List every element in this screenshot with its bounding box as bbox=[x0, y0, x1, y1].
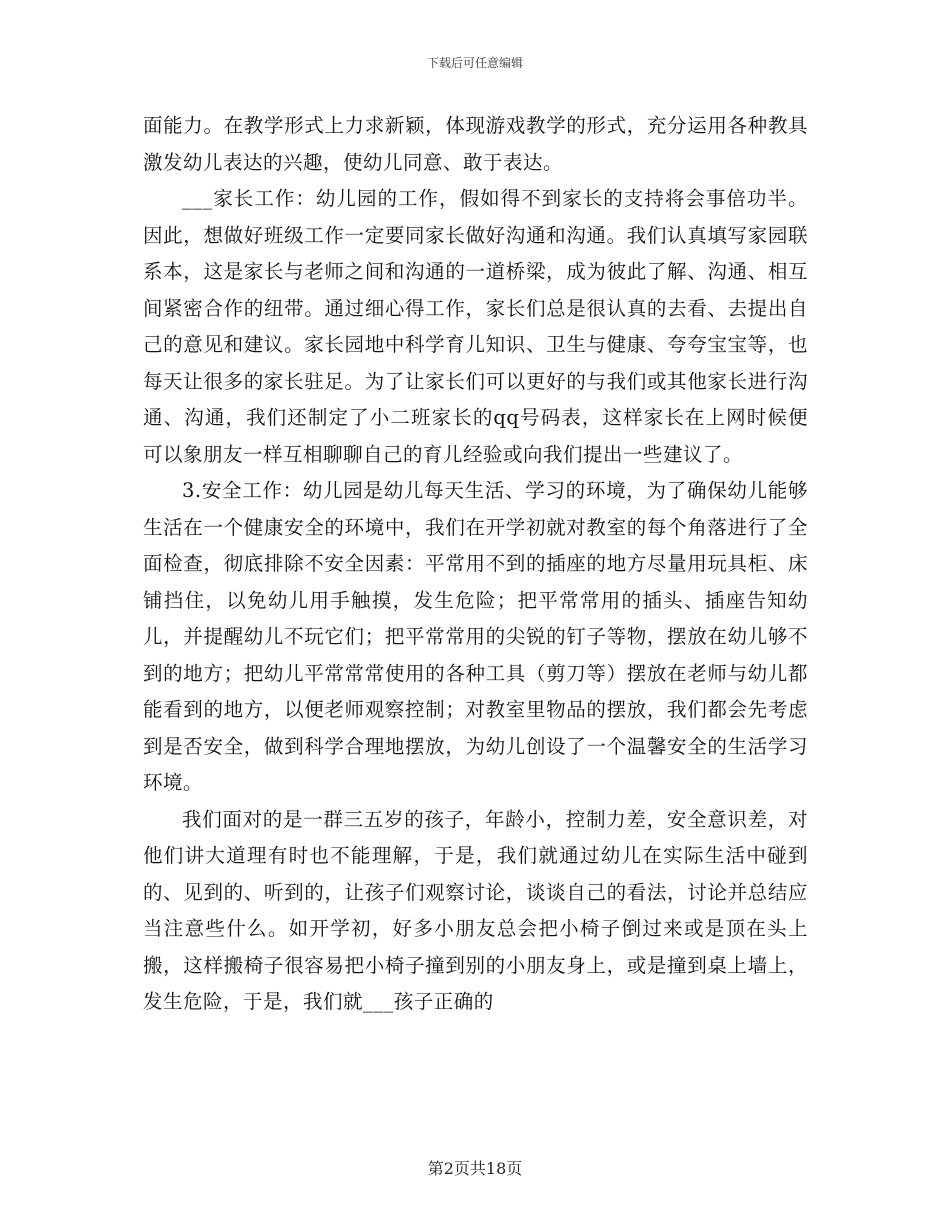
page-number: 第2页共18页 bbox=[427, 1159, 523, 1178]
document-body bbox=[143, 108, 808, 1021]
paragraph-continuation: 面能力。在教学形式上力求新颖，体现游戏教学的形式，充分运用各种教具激发幼儿表达的兴趣，使幼儿同意、敢于表达。 bbox=[143, 114, 808, 174]
paragraph-safety-education: 我们面对的是一群三五岁的孩子，年龄小，控制力差，安全意识差，对他们讲大道理有时也不能理解，于是，我们就通过幼儿在实际生活中碰到的、见到的、听到的，让孩子们观察讨论，谈谈自己的看法，讨论并总结应当注意些什么。如开学初，好多小朋友总会把小椅子倒过来或是顶在头上搬，这样搬椅子很容易把小椅子撞到别的小朋友身上，或是撞到桌上墙上，发生危险，于是，我们就___孩子正确的 bbox=[143, 807, 808, 1013]
paragraph-safety-work: 3.安全工作：幼儿园是幼儿每天生活、学习的环境，为了确保幼儿能够生活在一个健康安全的环境中，我们在开学初就对教室的每个角落进行了全面检查，彻底排除不安全因素：平常用不到的插座的地方尽量用玩具柜、床铺挡住，以免幼儿用手触摸，发生危险；把平常常用的插头、插座告知幼儿，并提醒幼儿不玩它们；把平常常用的尖锐的钉子等物，摆放在幼儿够不到的地方；把幼儿平常常常使用的各种工具（剪刀等）摆放在老师与幼儿都能看到的地方，以便老师观察控制；对教室里物品的摆放，我们都会先考虑到是否安全，做到科学合理地摆放，为幼儿创设了一个温馨安全的生活学习环境。 bbox=[143, 479, 808, 794]
paragraph-parent-work: ___家长工作：幼儿园的工作，假如得不到家长的支持将会事倍功半。因此，想做好班级工作一定要同家长做好沟通和沟通。我们认真填写家园联系本，这是家长与老师之间和沟通的一道桥梁，成为彼此了解、沟通、相互间紧密合作的纽带。通过细心得工作，家长们总是很认真的去看、去提出自己的意见和建议。家长园地中科学育儿知识、卫生与健康、夸夸宝宝等，也每天让很多的家长驻足。为了让家长们可以更好的与我们或其他家长进行沟通、沟通，我们还制定了小二班家长的qq号码表，这样家长在上网时候便可以象朋友一样互相聊聊自己的育儿经验或向我们提出一些建议了。 bbox=[143, 187, 808, 466]
page-header-note: 下载后可任意编辑 bbox=[426, 56, 523, 70]
